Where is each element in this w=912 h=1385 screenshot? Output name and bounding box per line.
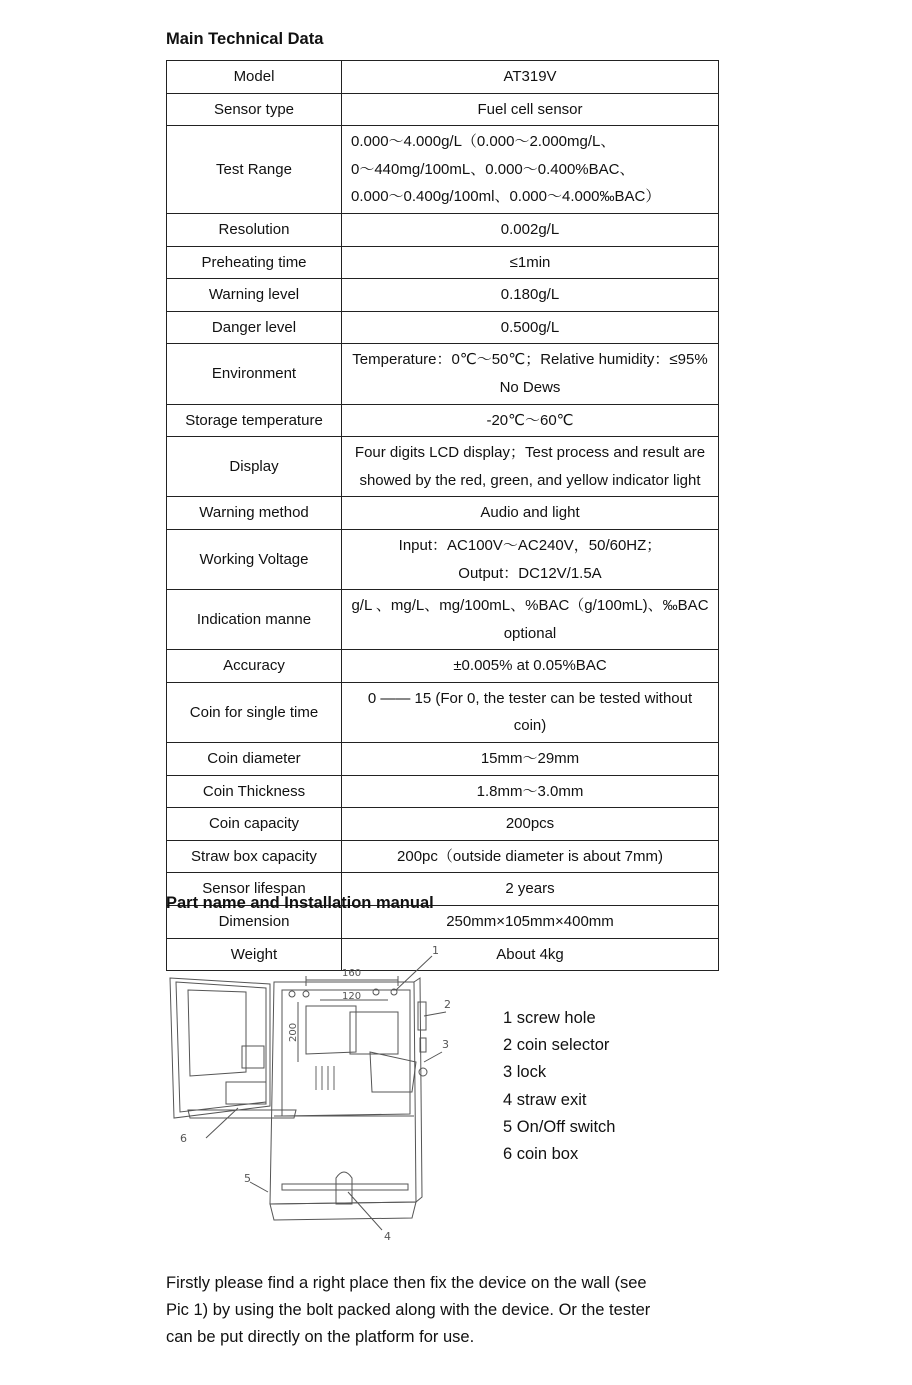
spec-value [342,344,719,404]
callout-5: 5 [244,1172,251,1185]
spec-label: Environment [167,344,342,404]
spec-label: Warning level [167,279,342,312]
callout-3: 3 [442,1038,449,1051]
callout-leader [250,1182,268,1192]
cabinet-inner [282,990,410,1116]
spec-label: Warning method [167,497,342,530]
dimension-120-label: 120 [342,991,362,1002]
spec-label: Coin Thickness [167,775,342,808]
spec-value [342,404,719,437]
spec-row [167,404,719,437]
door-panel [188,990,246,1076]
spec-value-line: 0.002g/L [500,220,560,238]
spec-row [167,311,719,344]
spec-row [167,497,719,530]
spec-row [167,93,719,126]
spec-value [342,93,719,126]
spec-value-line: showed by the red, green, and yellow indicator light [359,471,701,489]
spec-table [166,60,719,971]
spec-value-line: 200pcs [505,815,555,833]
device-installation-diagram [166,942,466,1242]
spec-label: Display [167,437,342,497]
spec-value-line: About 4kg [496,945,564,963]
screw-hole [303,991,309,997]
spec-label: Working Voltage [167,529,342,589]
callout-4: 4 [384,1230,391,1242]
spec-value [342,279,719,312]
paragraph-line: can be put directly on the platform for use. [166,1328,475,1346]
dimension-160-label: 160 [342,968,362,979]
spec-value-line: 1.8mm～3.0mm [476,782,584,800]
spec-value-line: ≤1min [509,253,551,271]
spec-row [167,126,719,214]
spec-value [342,590,719,650]
spec-value [342,497,719,530]
callout-6: 6 [180,1132,187,1145]
spec-value-line: Audio and light [480,504,580,522]
coin-path [370,1052,416,1092]
spec-value-line: optional [503,624,557,642]
spec-value [342,213,719,246]
callout-leader [348,1192,382,1230]
spec-value [342,61,719,94]
screw-hole [289,991,295,997]
lock-knob [419,1068,427,1076]
spec-row [167,650,719,683]
parts-list-item: 3 lock [503,1063,547,1082]
spec-value-line: -20℃～60℃ [486,411,574,429]
spec-row [167,775,719,808]
spec-value [342,126,719,214]
spec-value [342,775,719,808]
spec-label: Indication manne [167,590,342,650]
paragraph-line: Firstly please find a right place then fix the device on the wall (see [166,1274,647,1292]
spec-label: Test Range [167,126,342,214]
spec-label: Model [167,61,342,94]
spec-value [342,529,719,589]
spec-value [342,682,719,742]
spec-value-line: coin) [513,717,547,735]
spec-label: Danger level [167,311,342,344]
spec-value-line: 0～440mg/100mL、0.000～0.400%BAC、 [351,160,635,178]
spec-value-line: 0.180g/L [500,286,560,304]
spec-value-line: 200pc（outside diameter is about 7mm) [397,847,663,865]
section-title-technical-data: Main Technical Data [166,30,324,48]
spec-value [342,437,719,497]
circuit-board [306,1006,356,1054]
spec-value [342,840,719,873]
spec-value-line: 0.000～4.000g/L（0.000～2.000mg/L、 [351,133,616,151]
spec-value-line: Fuel cell sensor [477,100,583,118]
spec-label: Sensor type [167,93,342,126]
spec-label: Storage temperature [167,404,342,437]
spec-row [167,743,719,776]
spec-label: Weight [167,938,342,971]
cabinet-bottom [270,1202,416,1220]
spec-value-line: Input：AC100V～AC240V，50/60HZ； [398,536,662,554]
spec-label: Coin diameter [167,743,342,776]
spec-value-line: 2 years [505,880,555,898]
parts-list [503,1005,616,1168]
spec-value-line: Temperature：0℃～50℃；Relative humidity：≤95% [352,351,708,369]
spec-value-line: ±0.005% at 0.05%BAC [453,657,607,675]
straw-exit [336,1172,352,1204]
spec-value [342,246,719,279]
parts-list-item: 1 screw hole [503,1009,596,1027]
sensor-block [350,1012,398,1054]
spec-row [167,246,719,279]
straw-slots [316,1066,334,1090]
spec-label: Coin for single time [167,682,342,742]
spec-value-line: g/L 、mg/L、mg/100mL、%BAC（g/100mL)、‰BAC [351,597,709,615]
dimension-200-label: 200 [288,1022,299,1042]
paragraph-line: Pic 1) by using the bolt packed along with the device. Or the tester [166,1301,651,1319]
spec-label: Sensor lifespan [167,873,342,906]
spec-value-line: 15mm～29mm [480,750,580,768]
spec-row [167,344,719,404]
parts-list-item: 2 coin selector [503,1036,610,1055]
spec-row [167,213,719,246]
spec-value-line: 0.500g/L [500,318,560,336]
callout-1: 1 [432,944,439,957]
spec-value-line: 250mm×105mm×400mm [446,913,614,931]
spec-row [167,61,719,94]
spec-label: Straw box capacity [167,840,342,873]
spec-label: Dimension [167,906,342,939]
spec-value [342,808,719,841]
spec-row [167,840,719,873]
spec-value-line: Output：DC12V/1.5A [458,564,602,582]
spec-value-line: Four digits LCD display；Test process and result are [354,444,706,462]
spec-row [167,529,719,589]
installation-paragraph [166,1270,726,1351]
spec-value-line: AT319V [503,68,557,85]
spec-value-line: 0 —— 15 (For 0, the tester can be tested without [367,689,693,707]
parts-list-item: 4 straw exit [503,1090,587,1109]
spec-label: Preheating time [167,246,342,279]
door-bracket [226,1082,266,1104]
callout-2: 2 [444,998,451,1011]
spec-label: Accuracy [167,650,342,683]
spec-row [167,682,719,742]
callout-leader [424,1012,446,1016]
spec-value-line: No Dews [499,378,561,396]
door-outline [170,978,270,1118]
spec-value-line: 0.000～0.400g/100ml、0.000～4.000‰BAC） [351,188,661,206]
callout-leader [424,1052,442,1062]
parts-list-item: 6 coin box [503,1145,579,1164]
spec-row [167,279,719,312]
spec-value [342,650,719,683]
spec-row [167,437,719,497]
spec-row [167,808,719,841]
straw-exit-slot [282,1184,408,1190]
spec-label: Coin capacity [167,808,342,841]
cabinet-body [270,982,416,1204]
section-title-installation: Part name and Installation manual [166,894,434,912]
spec-label: Resolution [167,213,342,246]
parts-list-item: 5 On/Off switch [503,1117,616,1136]
door-part [242,1046,264,1068]
spec-row [167,590,719,650]
spec-value [342,311,719,344]
spec-value [342,743,719,776]
